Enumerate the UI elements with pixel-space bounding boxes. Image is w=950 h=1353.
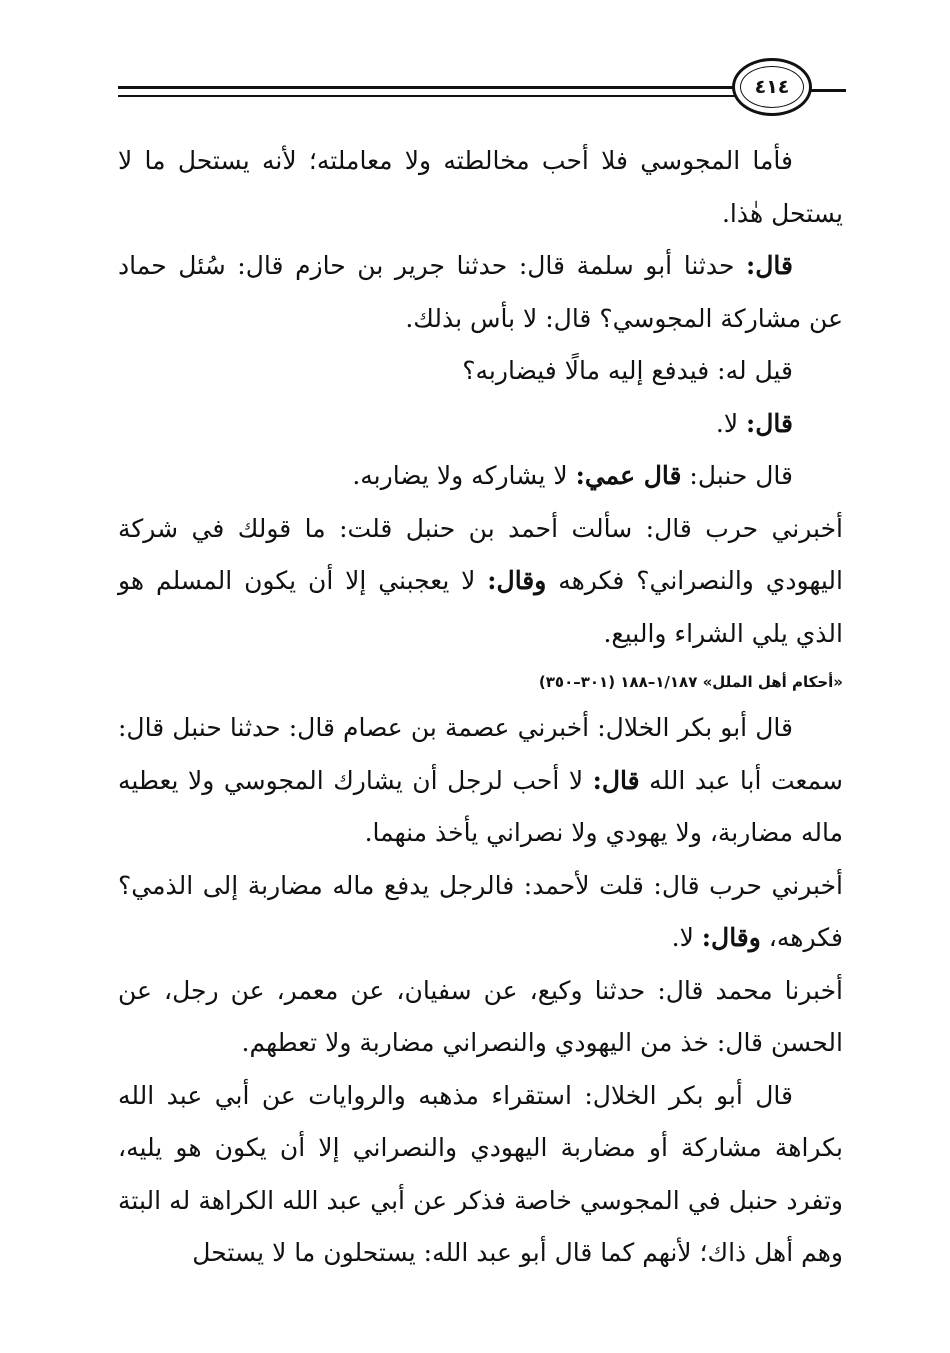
paragraph-text: قال أبو بكر الخلال: أخبرني عصمة بن عصام قال: حدثنا حنبل قال: سمعت أبا عبد الله <box>118 713 843 795</box>
paragraph-9 <box>118 965 843 1070</box>
speaker-label: وقال: <box>487 566 547 595</box>
paragraph-4 <box>118 398 843 451</box>
speaker-label: قال عمي: <box>575 461 682 490</box>
paragraph-7 <box>118 702 843 860</box>
paragraph-text: قال أبو بكر الخلال: استقراء مذهبه والروايات عن أبي عبد الله بكراهة مشاركة أو مضاربة اليهودي والنصراني إلا أن يكون هو يليه، وتفرد حنبل في المجوسي خاصة فذكر عن أبي عبد الله الكراهة له البتة وهم أهل ذاك؛ لأنهم كما قال أبو عبد الله: يستحلون ما لا يستحل <box>118 1080 843 1267</box>
paragraph-text: لا. <box>715 408 747 438</box>
speaker-label: وقال: <box>701 923 761 952</box>
header-rule-bottom <box>118 95 740 97</box>
speaker-label: قال: <box>592 765 640 795</box>
page-header <box>0 0 950 130</box>
paragraph-5 <box>118 450 843 503</box>
source-reference: «أحكام أهل الملل» ١/١٨٧–١٨٨ (٣٠١–٣٥٠) <box>538 673 843 691</box>
paragraph-text: حدثنا أبو سلمة قال: حدثنا جرير بن حازم قال: سُئل حماد عن مشاركة المجوسي؟ قال: لا بأس بذلك. <box>118 251 843 333</box>
paragraph-text: فأما المجوسي فلا أحب مخالطته ولا معاملته؛ لأنه يستحل ما لا يستحل هٰذا. <box>118 146 843 228</box>
paragraph-2 <box>118 240 843 345</box>
page-body <box>118 135 843 1280</box>
paragraph-text: أخبرني حرب قال: قلت لأحمد: فالرجل يدفع ماله مضاربة إلى الذمي؟ فكرهه، <box>118 870 843 952</box>
paragraph-text: قيل له: فيدفع إليه مالًا فيضاربه؟ <box>462 356 793 385</box>
paragraph-text: لا يشاركه ولا يضاربه. <box>352 461 576 490</box>
paragraph-text: أخبرني حرب قال: سألت أحمد بن حنبل قلت: ما قولك في شركة اليهودي والنصراني؟ فكرهه <box>118 513 843 595</box>
paragraph-3 <box>118 345 843 398</box>
header-rule-right <box>808 89 846 92</box>
page-number: ٤١٤ <box>754 76 790 98</box>
paragraph-text: أخبرنا محمد قال: حدثنا وكيع، عن سفيان، عن معمر، عن رجل، عن الحسن قال: خذ من اليهودي والنصراني مضاربة ولا تعطهم. <box>118 975 843 1057</box>
paragraph-text: لا. <box>671 923 702 952</box>
paragraph-1 <box>118 135 843 240</box>
header-rule-top <box>118 86 740 89</box>
paragraph-text: لا أحب لرجل أن يشارك المجوسي ولا يعطيه ماله مضاربة، ولا يهودي ولا نصراني يأخذ منهما. <box>118 765 843 847</box>
paragraph-text: قال حنبل: <box>681 461 793 490</box>
paragraph-8 <box>118 860 843 965</box>
speaker-label: قال: <box>746 408 793 438</box>
page-number-badge <box>732 58 812 116</box>
speaker-label: قال: <box>746 251 793 280</box>
paragraph-6 <box>118 503 843 661</box>
paragraph-10 <box>118 1070 843 1280</box>
paragraph-text: لا يعجبني إلا أن يكون المسلم هو الذي يلي الشراء والبيع. <box>118 566 843 648</box>
